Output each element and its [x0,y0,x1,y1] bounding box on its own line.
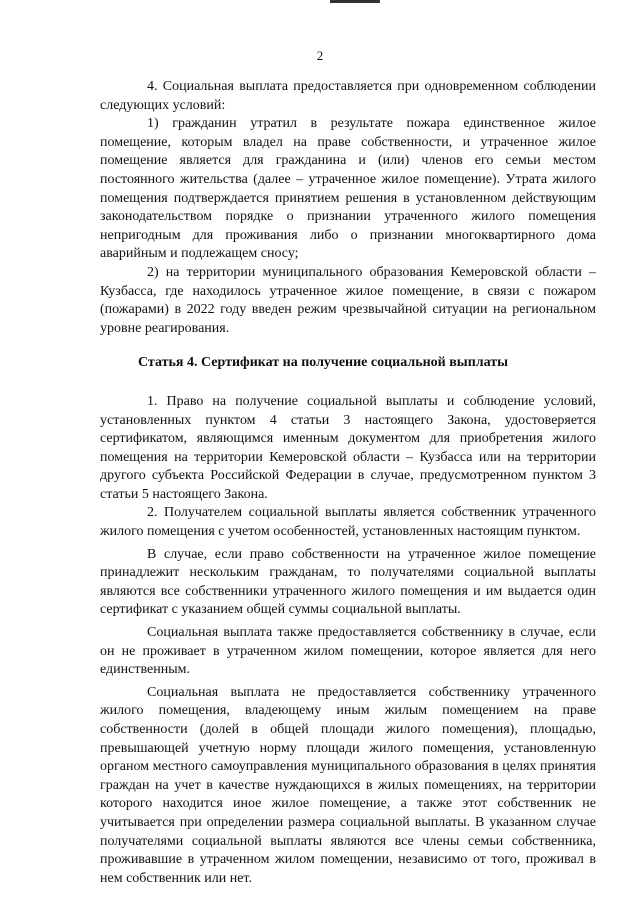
condition-2: 2) на территории муниципального образования Кемеровской области – Кузбасса, где находилось утраченное жилое помещение, в связи с пожаром (пожарами) в 2022 году введен режим чрезвычайной ситуации на региональном уровне реагирования. [100,264,596,336]
top-edge-mark [330,0,380,3]
article-4-paragraph-exclusion: Социальная выплата не предоставляется собственнику утраченного жилого помещения, владеющему иным жилым помещением на праве собственности (долей в общей площади жилого помещения), площадью, превышающей учетную норму площади жилого помещения, установленную органом местного самоуправления муниципального образования в целях принятия граждан на учет в качестве нуждающихся в жилых помещениях, на территории которого находится иное жилое помещение, а также этот собственник не учитывается при определении размера социальной выплаты. В указанном случае получателями социальной выплаты являются все члены семьи собственника, проживавшие в утраченном жилом помещении, независимо от того, проживал в нем собственник или нет. [100,684,596,886]
article-4-point-2: 2. Получателем социальной выплаты является собственник утраченного жилого помещения с учетом особенностей, установленных настоящим пунктом. [100,505,596,540]
article-4-heading: Статья 4. Сертификат на получение социальной выплаты [138,355,509,371]
article-4-paragraph-co-owners: В случае, если право собственности на утраченное жилое помещение принадлежит нескольким гражданам, то получателями социальной выплаты являются все собственники утраченного жилого помещения и им выдается один сертификат с указанием общей суммы социальной выплаты. [100,546,596,618]
paragraph-4-intro: 4. Социальная выплата предоставляется при одновременном соблюдении следующих условий: [100,79,596,113]
condition-1: 1) гражданин утратил в результате пожара единственное жилое помещение, которым владел на праве собственности, и утраченное жилое помещение является для гражданина и (или) членов его семьи местом постоянного жительства (далее – утраченное жилое помещение). Утрата жилого помещения подтверждается принятием решения в установленном действующим законодательством порядке о признании утраченного жилого помещения непригодным для проживания либо о признании многоквартирного дома аварийным и подлежащем сносу; [100,116,596,262]
document-body [100,78,596,888]
article-4-point-1: 1. Право на получение социальной выплаты и соблюдение условий, установленных пунктом 4 статьи 3 настоящего Закона, удостоверяется сертификатом, являющимся именным документом для приобретения жилого помещения на территории Кемеровской области – Кузбасса или на территории другого субъекта Российской Федерации в случае, предусмотренном пунктом 3 статьи 5 настоящего Закона. [100,393,596,502]
page-number: 2 [316,48,324,63]
article-4-paragraph-non-resident: Социальная выплата также предоставляется собственнику в случае, если он не проживает в утраченном жилом помещении, которое является для него единственным. [100,625,596,678]
